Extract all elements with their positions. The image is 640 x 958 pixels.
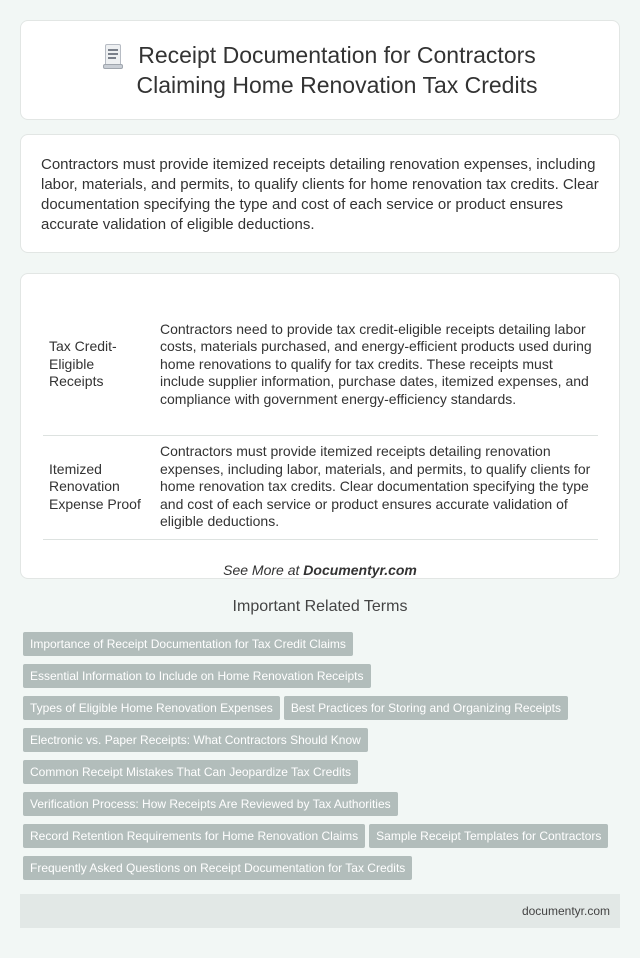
definition-cell: Contractors need to provide tax credit-eligible receipts detailing labor costs, materials purchased, and energy-efficient products used during home renovations to qualify for tax credits. These receipts must include supplier information, purchase dates, itemized expenses, and compliance with government energy-efficiency standards. — [156, 294, 598, 435]
receipt-icon — [103, 43, 125, 69]
related-tag[interactable]: Importance of Receipt Documentation for Tax Credit Claims — [23, 632, 353, 656]
definition-cell: Contractors must provide itemized receipts detailing renovation expenses, including labor, materials, and permits, to qualify clients for home renovation tax credits. Clear documentation specifying the type and cost of each service or product ensures accurate validation of eligible deductions. — [156, 435, 598, 539]
related-tag[interactable]: Essential Information to Include on Home Renovation Receipts — [23, 664, 371, 688]
related-tag[interactable]: Types of Eligible Home Renovation Expenses — [23, 696, 280, 720]
title-line-1: Receipt Documentation for Contractors — [138, 42, 536, 68]
related-tags — [23, 632, 623, 888]
table-row — [43, 294, 598, 435]
related-tag[interactable]: Record Retention Requirements for Home Renovation Claims — [23, 824, 365, 848]
title-line-2: Claiming Home Renovation Tax Credits — [136, 72, 538, 98]
related-tag[interactable]: Frequently Asked Questions on Receipt Documentation for Tax Credits — [23, 856, 412, 880]
see-more — [43, 562, 597, 578]
related-tag[interactable]: Verification Process: How Receipts Are Reviewed by Tax Authorities — [23, 792, 398, 816]
related-tag[interactable]: Best Practices for Storing and Organizing Receipts — [284, 696, 568, 720]
definitions-card — [20, 273, 620, 579]
page-title — [137, 40, 538, 100]
term-cell: Tax Credit-Eligible Receipts — [43, 294, 156, 435]
table-row — [43, 435, 598, 539]
title-card — [20, 20, 620, 120]
term-cell: Itemized Renovation Expense Proof — [43, 435, 156, 539]
footer-link[interactable]: documentyr.com — [521, 904, 610, 918]
related-tag[interactable]: Common Receipt Mistakes That Can Jeopardize Tax Credits — [23, 760, 358, 784]
related-tag[interactable]: Sample Receipt Templates for Contractors — [369, 824, 608, 848]
footer — [20, 894, 620, 928]
related-terms-title: Important Related Terms — [232, 598, 408, 615]
intro-text: Contractors must provide itemized receipts detailing renovation expenses, including labor, materials, and permits, to qualify clients for home renovation tax credits. Clear documentation specifying the type and cost of each service or product ensures accurate validation of eligible deductions. — [41, 156, 599, 233]
intro-card — [20, 134, 620, 253]
title-wrap — [103, 40, 538, 100]
definitions-table — [43, 294, 598, 540]
see-more-prefix: See More at — [223, 561, 304, 578]
see-more-link[interactable]: Documentyr.com — [303, 561, 417, 578]
related-tag[interactable]: Electronic vs. Paper Receipts: What Contractors Should Know — [23, 728, 368, 752]
